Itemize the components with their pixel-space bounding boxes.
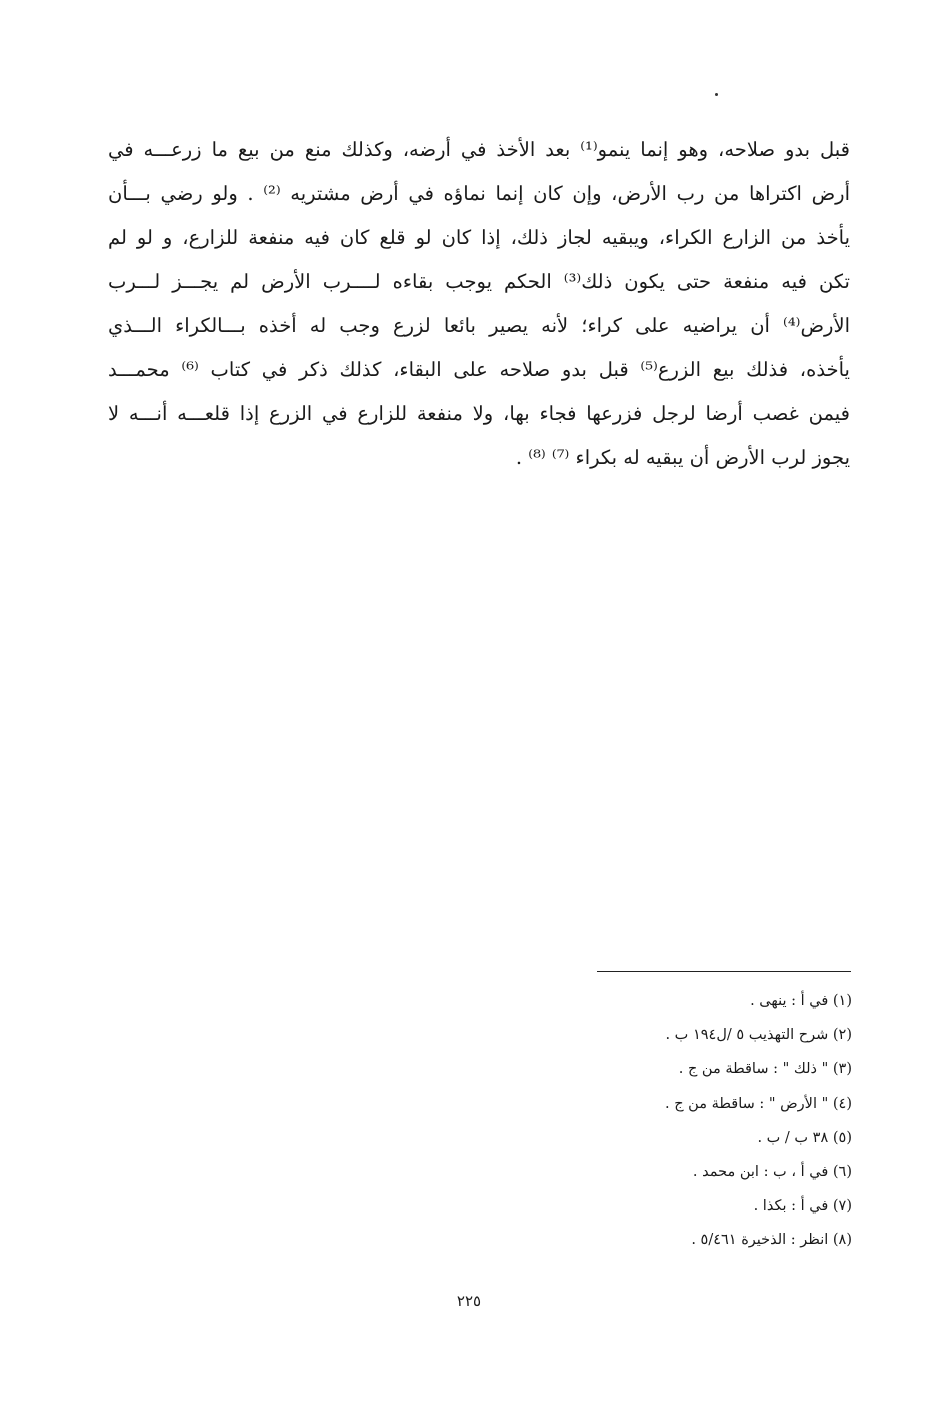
text-line-4: تكن فيه منفعة حتى يكون ذلك⁽³⁾ الحكم يوجب بقاءه لــــرب الأرض لم يجـــز لـــرب — [108, 270, 850, 293]
footnote-7: (٧) في أ : بكذا . — [753, 1198, 852, 1215]
footnote-8: (٨) انظر : الذخيرة ٥/٤٦١ . — [691, 1232, 852, 1249]
footnote-3: (٣) " ذلك " : ساقطة من ج . — [678, 1061, 852, 1078]
text-line-2: أرض اكتراها من رب الأرض، وإن كان إنما نماؤه في أرض مشتريه ⁽²⁾ . ولو رضي بـــأن — [108, 182, 850, 205]
scan-speck — [715, 93, 718, 96]
text-line-8: يجوز لرب الأرض أن يبقيه له بكراء ⁽⁷⁾ ⁽⁸⁾ . — [515, 446, 850, 469]
footnote-1: (١) في أ : ينهى . — [750, 993, 852, 1009]
footnote-6: (٦) في أ ، ب : ابن محمد . — [692, 1163, 852, 1180]
text-line-1: قبل بدو صلاحه، وهو إنما ينمو⁽¹⁾ بعد الأخذ في أرضه، وكذلك منع من بيع ما زرعـــه في — [108, 138, 850, 161]
text-line-5: الأرض⁽⁴⁾ أن يراضيه على كراء؛ لأنه يصير بائعا لزرع وجب له أخذه بـــالكراء الـــذي — [108, 314, 850, 337]
footnote-4: (٤) " الأرض " : ساقطة من ج . — [665, 1095, 852, 1112]
main-text — [108, 128, 850, 480]
text-line-6: يأخذه، فذلك بيع الزرع⁽⁵⁾ قبل بدو صلاحه على البقاء، كذلك ذكر في كتاب ⁽⁶⁾ محمـــد — [108, 358, 850, 381]
text-line-7: فيمن غصب أرضا لرجل فزرعها فجاء بها، ولا منفعة للزارع في الزرع إذا قلعـــه أنـــه لا — [108, 402, 850, 425]
footnotes-list — [552, 984, 852, 1258]
footnote-2: (٢) شرح التهذيب ٥ /ل١٩٤ ب . — [665, 1027, 852, 1044]
footnote-separator — [597, 971, 851, 972]
footnote-5: (٥) ٣٨ ب / ب . — [757, 1129, 852, 1146]
text-line-3: يأخذ من الزارع الكراء، ويبقيه لجاز ذلك، إذا كان لو قلع كان فيه منفعة للزارع، و لو لم — [108, 226, 850, 249]
page-number: ٢٢٥ — [456, 1292, 482, 1310]
